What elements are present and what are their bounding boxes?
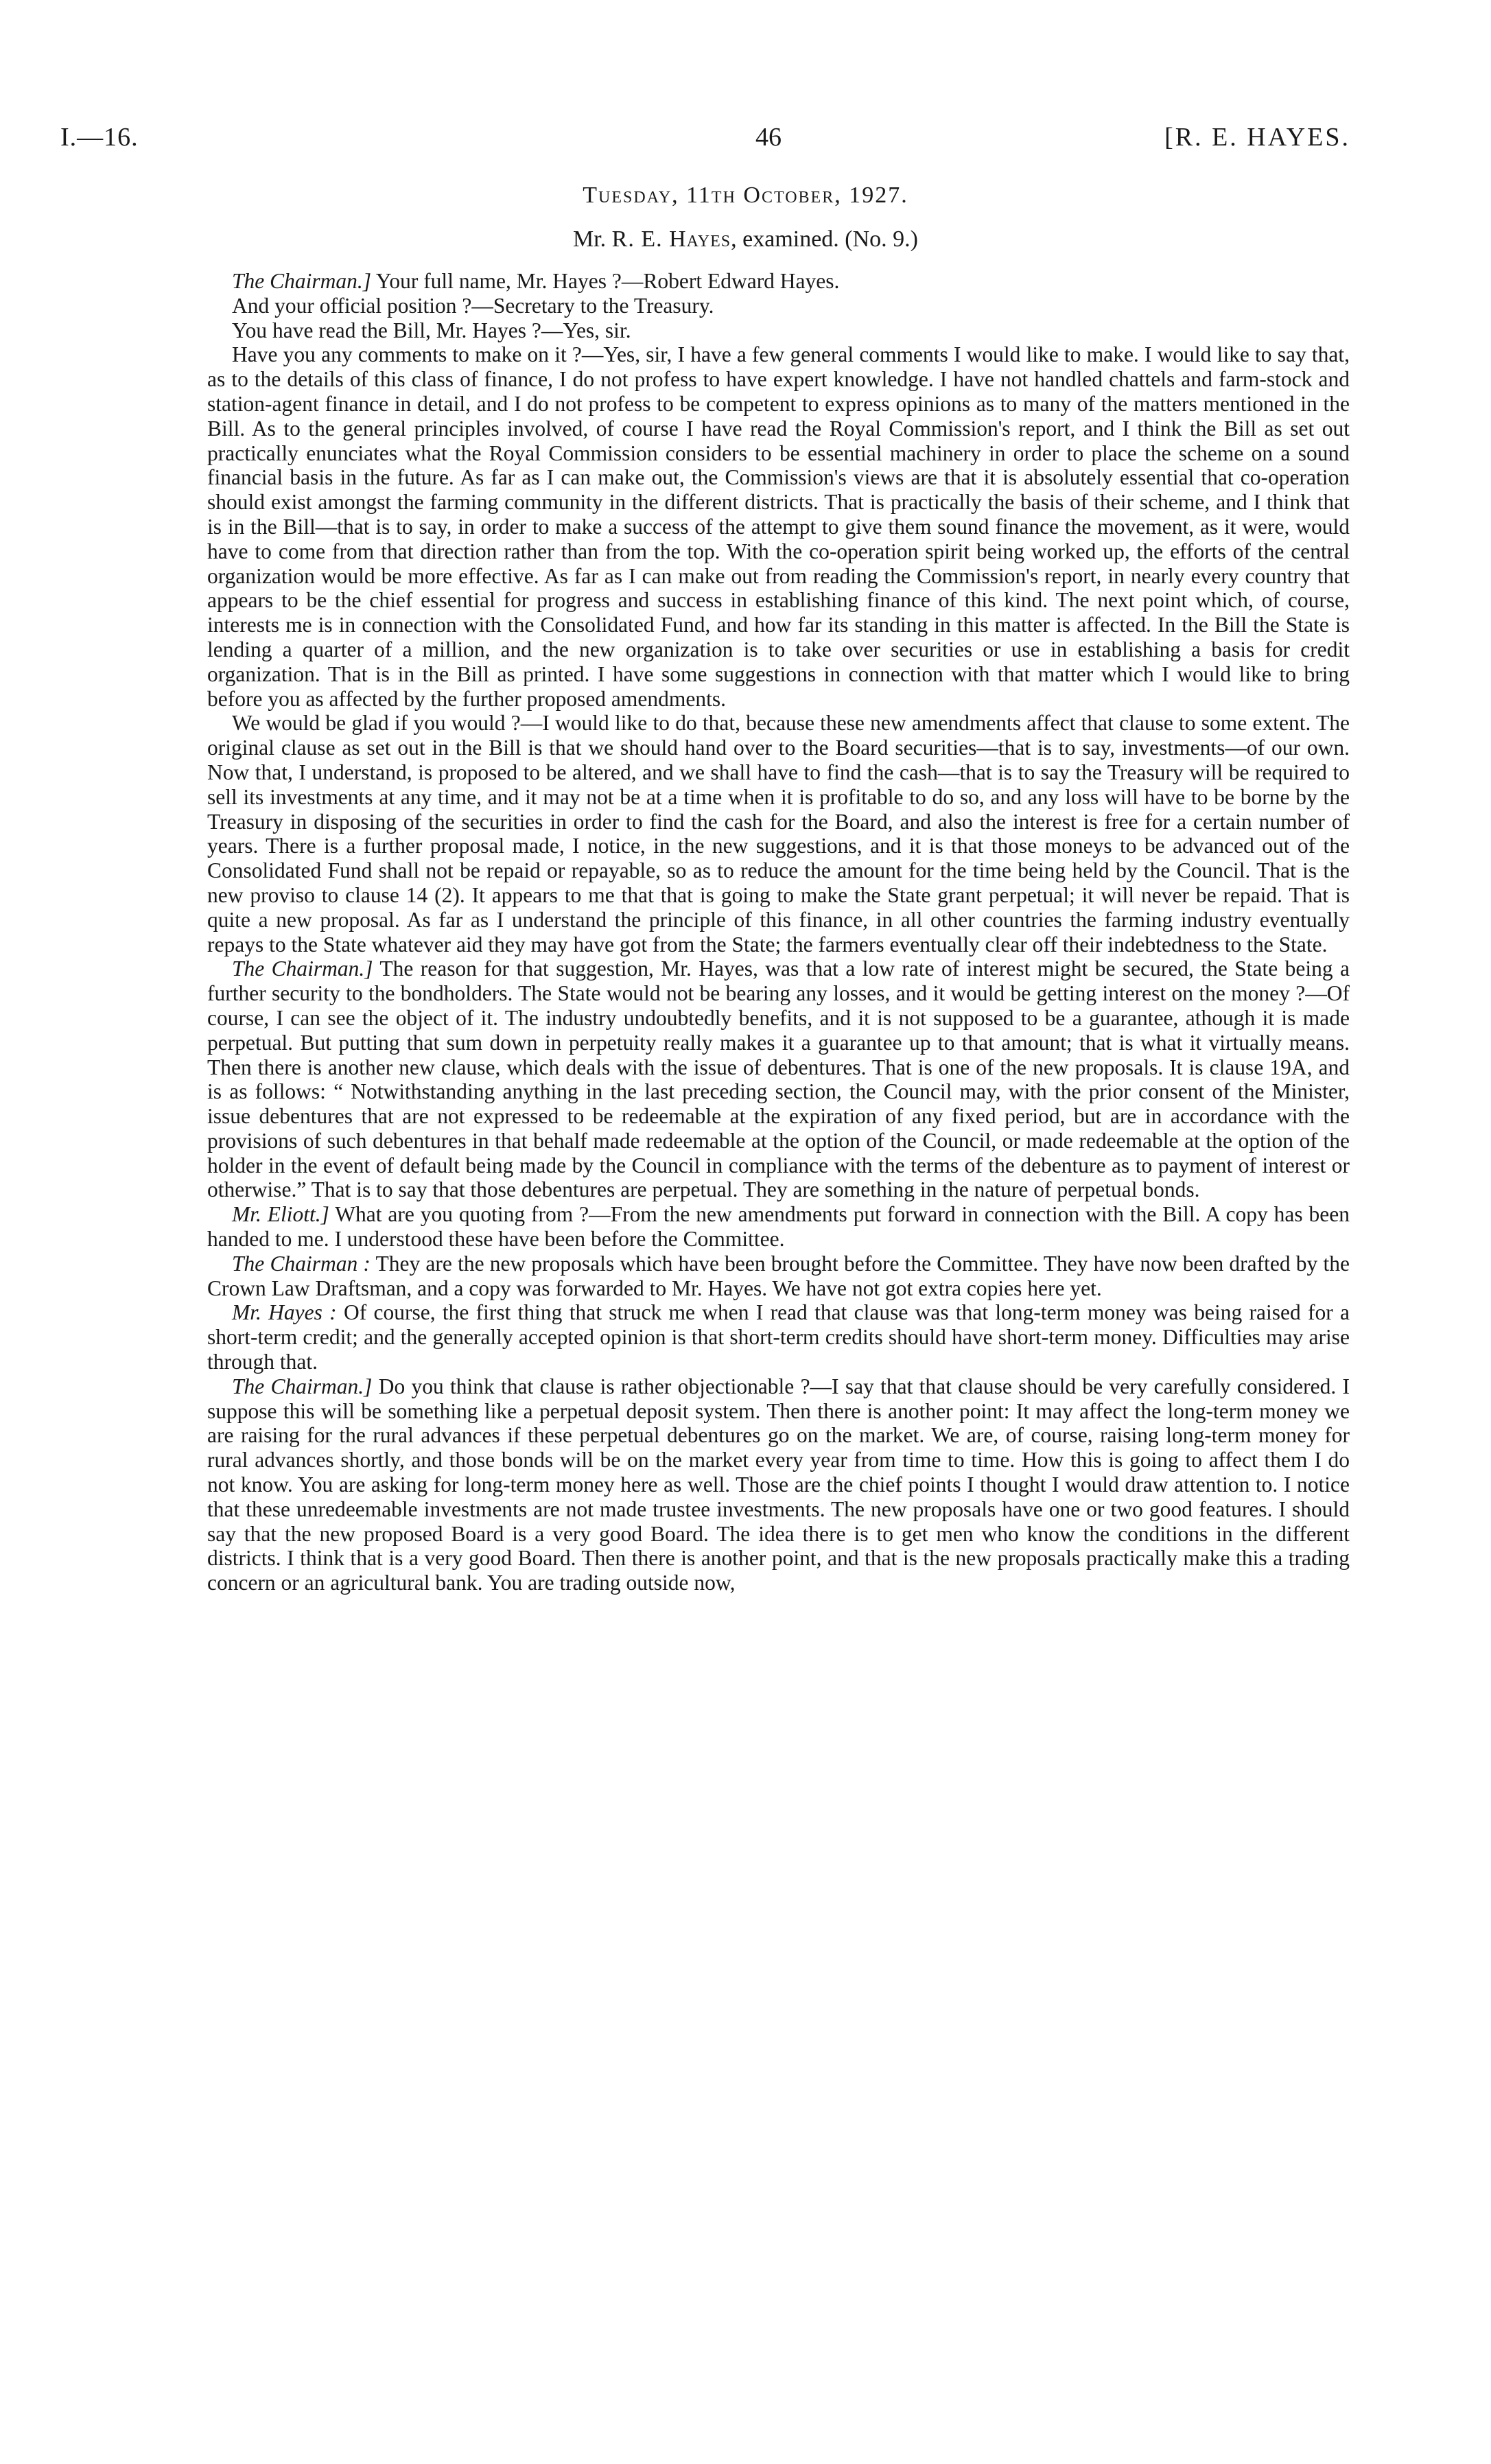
witness-running-head: [R. E. HAYES. [1164, 123, 1350, 152]
paragraph [207, 269, 1350, 294]
paragraph [207, 318, 1350, 343]
paragraph-text: Your full name, Mr. Hayes ?—Robert Edward Hayes. [371, 269, 840, 293]
paragraph-text: They are the new proposals which have been brought before the Committee. They have now been drafted by the Crown Law Draftsman, and a copy was forwarded to Mr. Hayes. We have not got extra copies here yet. [207, 1251, 1350, 1300]
paragraph [207, 1252, 1350, 1301]
speaker-label: The Chairman.] [232, 957, 373, 981]
paragraph-text: The reason for that suggestion, Mr. Hayes, was that a low rate of interest might be secured, the State being a further security to the bondholders. The State would not be bearing any losses, and it would be getting interest on the money ?—Of course, I can see the object of it. The industry undoubtedly benefits, and it is not supposed to be a guarantee, athough it is made perpetual. But putting that sum down in perpetuity really makes it a guarantee up to that amount; that is what it virtually means. Then there is another new clause, which deals with the issue of debentures. That is one of the new proposals. It is clause 19A, and is as follows: “ Notwithstanding anything in the last preceding section, the Council may, with the prior consent of the Minister, issue debentures that are not expressed to be redeemable at the expiration of any fixed period, but are in accordance with the provisions of such debentures in that behalf made redeemable at the option of the Council, or made redeemable at the option of the holder in the event of default being made by the Council in compliance with the terms of the debenture as to payment of interest or otherwise.” That is to say that those debentures are perpetual. They are something in the nature of perpetual bonds. [207, 957, 1350, 1202]
session-date: Tuesday, 11th October, 1927. [583, 183, 908, 208]
witness-prefix: Mr. [572, 226, 612, 252]
paragraph-text: We would be glad if you would ?—I would like to do that, because these new amendments affect that clause to some extent. The original clause as set out in the Bill is that we should hand over to the Board securities—that is to say, investments—of our own. Now that, I understand, is proposed to be altered, and we shall have to find the cash—that is to say the Treasury will be required to sell its investments at any time, and it may not be at a time when it is profitable to do so, and any loss will have to be borne by the Treasury in disposing of the securities in order to find the cash for the Board, and also the interest is free for a certain number of years. There is a further proposal made, I notice, in the new suggestions, and it is that those moneys to be advanced out of the Consolidated Fund shall not be repaid or repayable, so as to reduce the amount for the time being held by the Council. That is the new proviso to clause 14 (2). It appears to me that that is going to make the State grant perpetual; it will never be repaid. That is quite a new proposal. As far as I understand the principle of this finance, in all other countries the farming industry eventually repays to the State whatever aid they may have got from the State; the farmers eventually clear off their indebtedness to the State. [207, 711, 1350, 957]
paragraph [207, 957, 1350, 1202]
speaker-label: The Chairman.] [232, 1374, 373, 1398]
page-number: 46 [755, 123, 782, 152]
document-reference: I.—16. [60, 123, 139, 152]
speaker-label: The Chairman.] [232, 269, 372, 293]
witness-suffix: , examined. (No. 9.) [731, 226, 919, 252]
speaker-label: Mr. Eliott.] [232, 1202, 329, 1227]
paragraph [207, 711, 1350, 957]
paragraph-text: Do you think that clause is rather objectionable ?—I say that that clause should be very carefully considered. I suppose this will be something like a perpetual deposit system. Then there is another point: It may affect the long-term money we are raising for the rural advances if these perpetual debentures go on the market. We are, of course, raising long-term money for rural advances shortly, and those bonds will be on the market every year from time to time. How this is going to affect them I do not know. You are asking for long-term money here as well. Those are the chief points I thought I would draw attention to. I notice that these unredeemable investments are not made trustee investments. The new proposals have one or two good features. I should say that the new proposed Board is a very good Board. The idea there is to get men who know the conditions in the different districts. I think that is a very good Board. Then there is another point, and that is the new proposals practically make this a trading concern or an agricultural bank. You are trading outside now, [207, 1374, 1350, 1595]
paragraph [207, 294, 1350, 318]
paragraph-text: You have read the Bill, Mr. Hayes ?—Yes, sir. [232, 318, 631, 342]
paragraph-text: Have you any comments to make on it ?—Yes, sir, I have a few general comments I would like to make. I would like to say that, as to the details of this class of finance, I do not profess to have expert knowledge. I have not handled chattels and farm-stock and station-agent finance in detail, and I do not profess to be competent to express opinions as to many of the matters mentioned in the Bill. As to the general principles involved, of course I have read the Royal Commission's report, and I think the Bill as set out practically enunciates what the Royal Commission considers to be essential machinery in order to place the scheme on a sound financial basis in the future. As far as I can make out, the Commission's views are that it is absolutely essential that co-operation should exist amongst the farming community in the different districts. That is practically the basis of their scheme, and I think that is in the Bill—that is to say, in order to make a success of the attempt to give them sound finance the movement, as it were, would have to come from that direction rather than from the top. With the co-operation spirit being worked up, the efforts of the central organization would be more effective. As far as I can make out from reading the Commission's report, in nearly every country that appears to be the chief essential for progress and success in establishing finance of this kind. The next point which, of course, interests me is in connection with the Consolidated Fund, and how far its standing in this matter is affected. In the Bill the State is lending a quarter of a million, and the new organization is to take over securities or use in establishing a basis for credit organization. That is in the Bill as printed. I have some suggestions in connection with that matter which I would like to bring before you as affected by the further proposed amendments. [207, 342, 1350, 711]
paragraph [207, 1374, 1350, 1595]
paragraph-text: And your official position ?—Secretary to the Treasury. [232, 293, 714, 318]
witness-name: R. E. Hayes [611, 226, 731, 252]
evidence-body [207, 269, 1350, 1595]
paragraph-text: Of course, the first thing that struck me when I read that clause was that long-term money was being raised for a short-term credit; and the generally accepted opinion is that short-term credits should have short-term money. Difficulties may arise through that. [207, 1300, 1350, 1374]
paragraph-text: What are you quoting from ?—From the new amendments put forward in connection with the Bill. A copy has been handed to me. I understood these have been before the Committee. [207, 1202, 1350, 1252]
page-header [0, 122, 1491, 163]
witness-heading [0, 226, 1491, 253]
paragraph [207, 1202, 1350, 1252]
paragraph [207, 1300, 1350, 1374]
speaker-label: The Chairman : [232, 1251, 371, 1276]
paragraph [207, 342, 1350, 711]
speaker-label: Mr. Hayes : [232, 1300, 337, 1325]
